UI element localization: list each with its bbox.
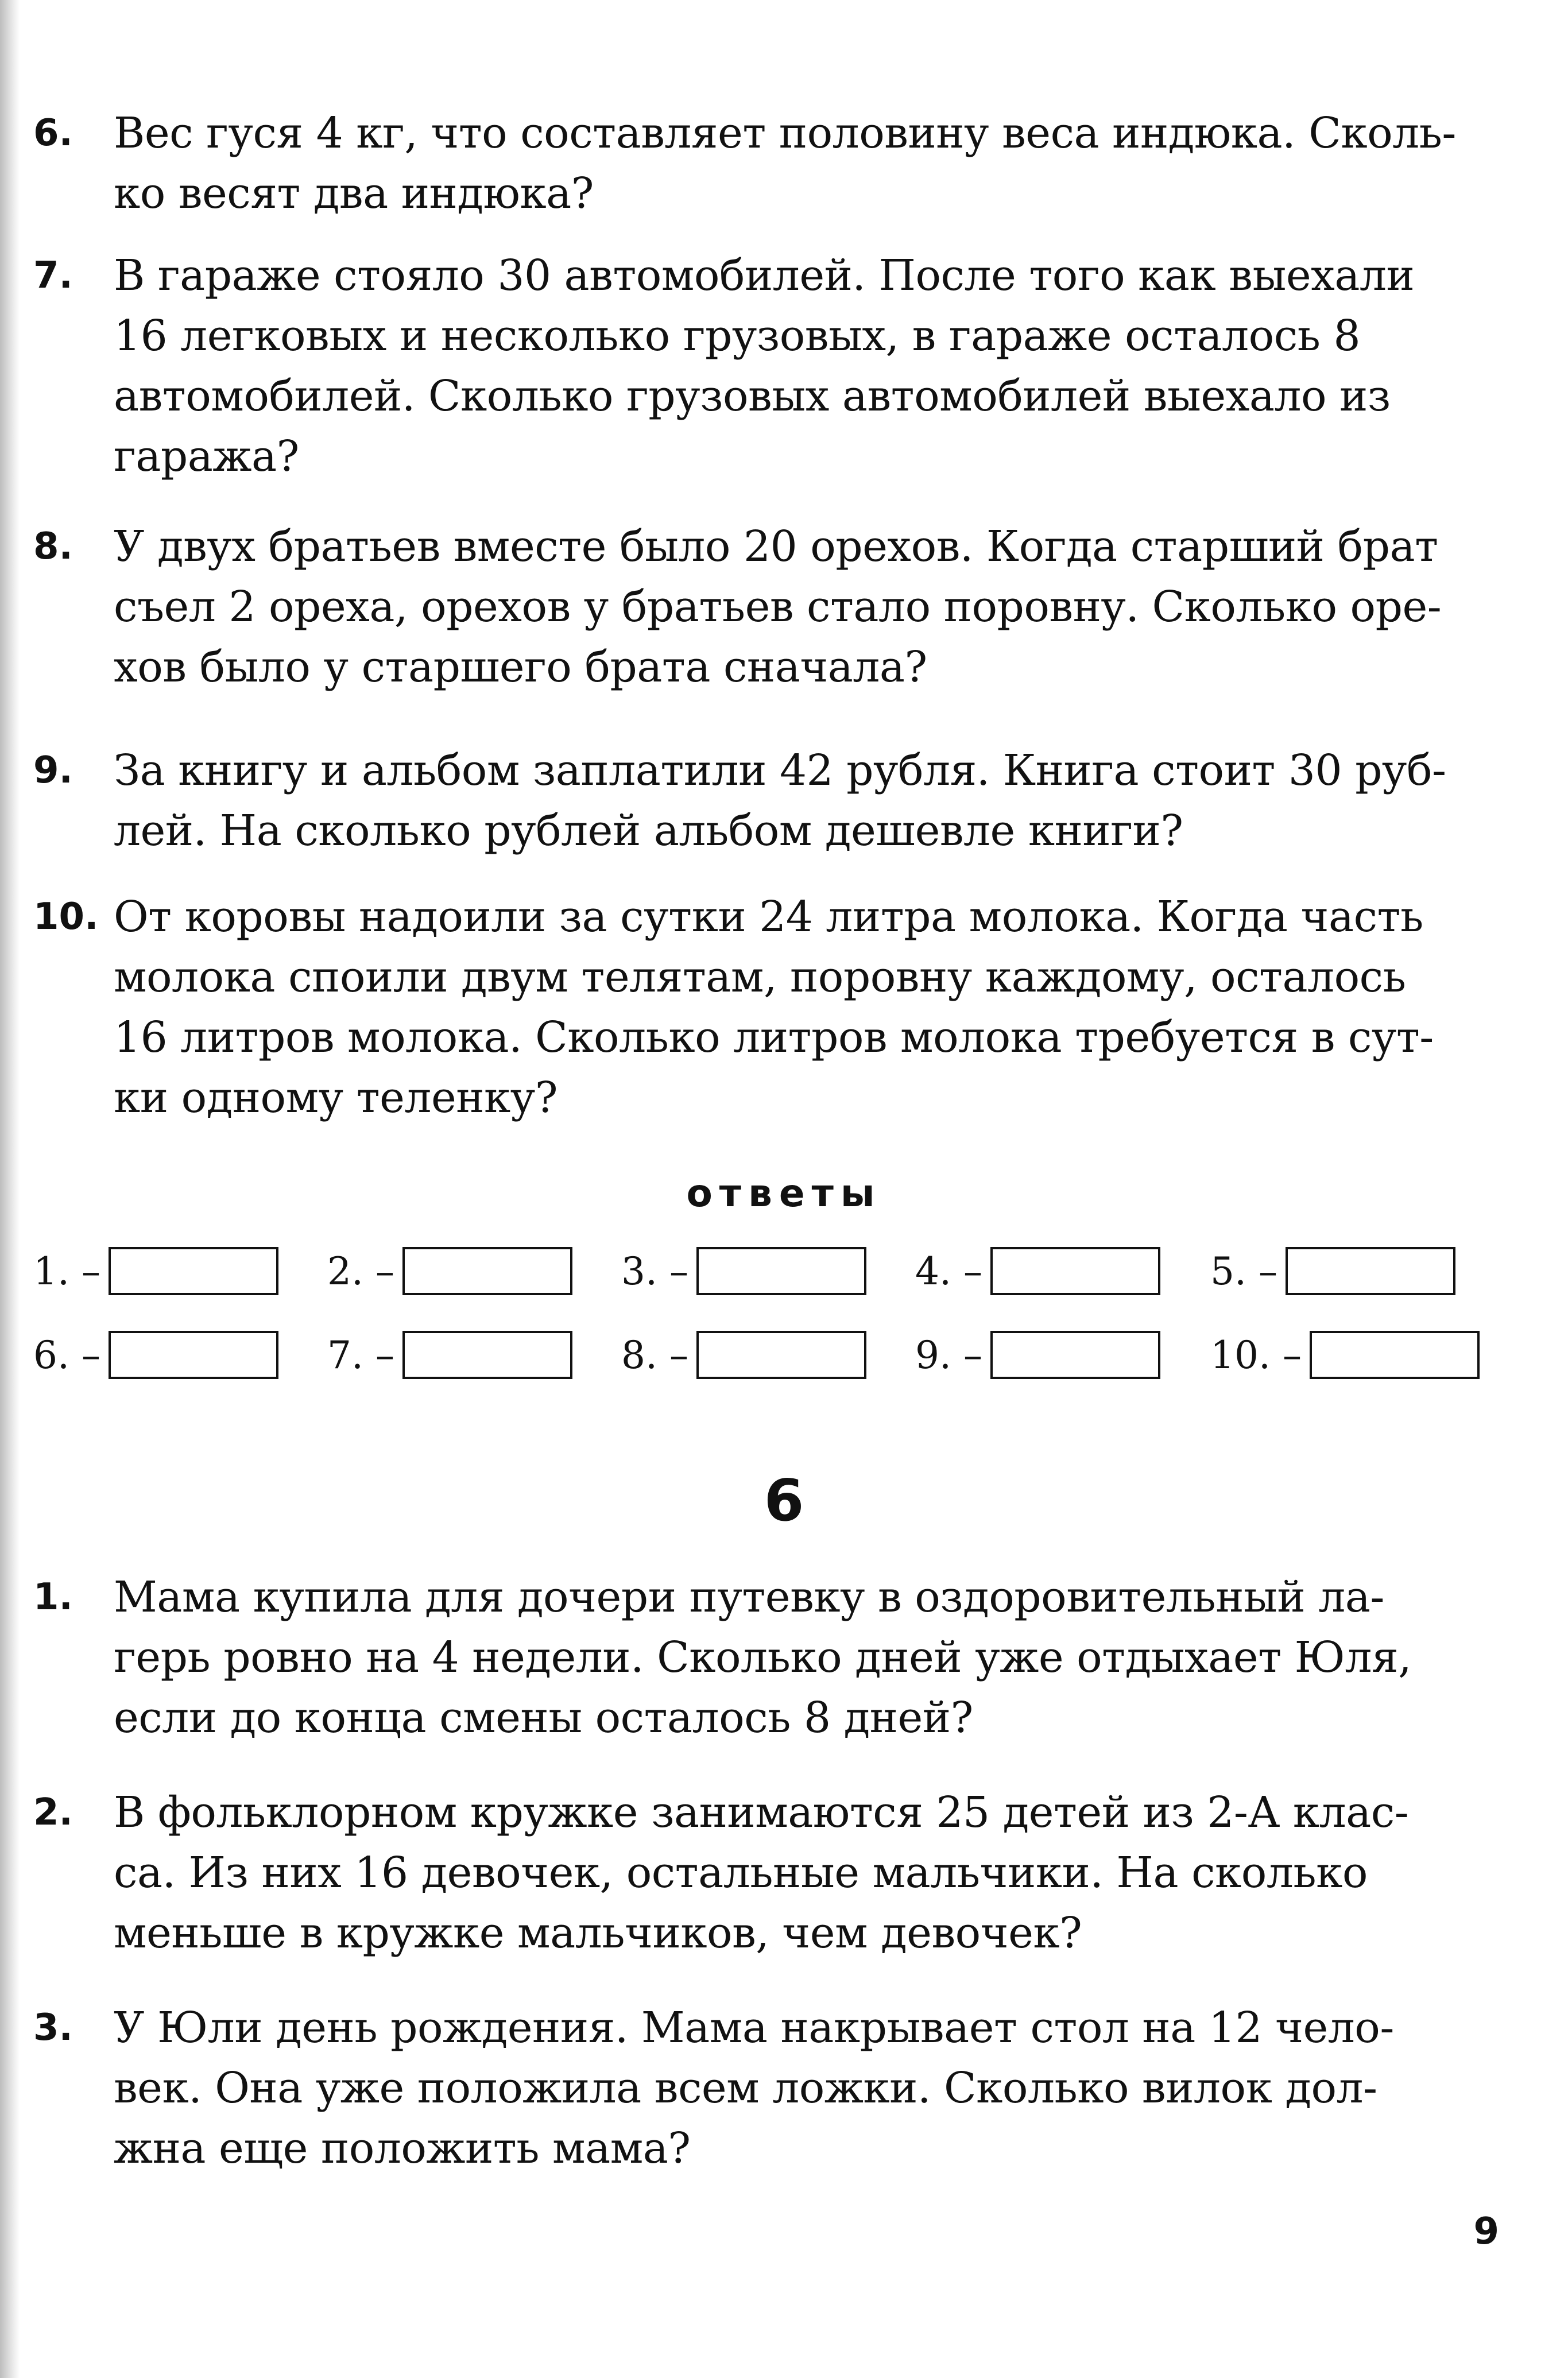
task-number: 10. bbox=[33, 896, 99, 938]
task-text bbox=[114, 741, 1446, 861]
task-line: От коровы надоили за сутки 24 литра молока. Когда часть bbox=[114, 892, 1423, 942]
task-line: За книгу и альбом заплатили 42 рубля. Книга стоит 30 руб- bbox=[114, 746, 1446, 795]
answer-label: 10. – bbox=[1210, 1333, 1302, 1377]
answer-label: 1. – bbox=[33, 1249, 100, 1293]
task-line: герь ровно на 4 недели. Сколько дней уже отдыхает Юля, bbox=[114, 1633, 1412, 1682]
task-line: жна еще положить мама? bbox=[114, 2124, 691, 2173]
answer-cell-10 bbox=[1210, 1329, 1480, 1381]
task-text bbox=[114, 1567, 1411, 1748]
answer-cell-7 bbox=[327, 1329, 572, 1381]
task-number: 9. bbox=[33, 749, 73, 792]
answer-label: 7. – bbox=[327, 1333, 394, 1377]
section6-task-2 bbox=[33, 1783, 1503, 1963]
answer-label: 4. – bbox=[915, 1249, 982, 1293]
task-line: век. Она уже положила всем ложки. Сколько вилок дол- bbox=[114, 2063, 1377, 2113]
answers-title: ответы bbox=[686, 1171, 882, 1215]
task-line: хов было у старшего брата сначала? bbox=[114, 642, 927, 692]
task-number: 6. bbox=[33, 112, 73, 154]
answer-label: 5. – bbox=[1210, 1249, 1277, 1293]
task-line: гаража? bbox=[114, 432, 299, 481]
task-line: 16 литров молока. Сколько литров молока требуется в сут- bbox=[114, 1013, 1434, 1062]
answer-cell-9 bbox=[915, 1329, 1160, 1381]
task-7 bbox=[33, 246, 1503, 487]
answer-box-6[interactable] bbox=[109, 1331, 278, 1379]
answer-box-9[interactable] bbox=[990, 1331, 1160, 1379]
task-line: автомобилей. Сколько грузовых автомобилей выехало из bbox=[114, 371, 1391, 421]
task-text bbox=[114, 517, 1441, 698]
task-line: ко весят два индюка? bbox=[114, 169, 594, 218]
answer-cell-5 bbox=[1210, 1245, 1455, 1298]
answer-cell-1 bbox=[33, 1245, 278, 1298]
task-number: 1. bbox=[33, 1576, 73, 1618]
task-line: меньше в кружке мальчиков, чем девочек? bbox=[114, 1908, 1082, 1958]
task-line: У двух братьев вместе было 20 орехов. Когда старший брат bbox=[114, 522, 1438, 571]
section6-task-3 bbox=[33, 1998, 1503, 2179]
answer-label: 8. – bbox=[621, 1333, 688, 1377]
answer-cell-8 bbox=[621, 1329, 866, 1381]
answer-box-4[interactable] bbox=[990, 1247, 1160, 1295]
task-text bbox=[114, 103, 1456, 224]
task-10 bbox=[33, 887, 1503, 1128]
answer-cell-6 bbox=[33, 1329, 278, 1381]
answer-label: 3. – bbox=[621, 1249, 688, 1293]
answers-row-2 bbox=[33, 1329, 1503, 1381]
answer-cell-4 bbox=[915, 1245, 1160, 1298]
task-line: Вес гуся 4 кг, что составляет половину веса индюка. Сколь- bbox=[114, 109, 1456, 158]
answer-cell-3 bbox=[621, 1245, 866, 1298]
answers-row-1 bbox=[33, 1245, 1503, 1298]
answer-box-7[interactable] bbox=[402, 1331, 572, 1379]
task-number: 7. bbox=[33, 254, 73, 297]
answer-cell-2 bbox=[327, 1245, 572, 1298]
answer-label: 9. – bbox=[915, 1333, 982, 1377]
page-number: 9 bbox=[1473, 2210, 1499, 2253]
answer-label: 6. – bbox=[33, 1333, 100, 1377]
answer-box-2[interactable] bbox=[402, 1247, 572, 1295]
task-number: 3. bbox=[33, 2007, 73, 2049]
task-line: У Юли день рождения. Мама накрывает стол на 12 чело- bbox=[114, 2003, 1394, 2052]
answer-box-5[interactable] bbox=[1286, 1247, 1455, 1295]
task-text bbox=[114, 887, 1434, 1128]
task-line: если до конца смены осталось 8 дней? bbox=[114, 1693, 973, 1742]
answer-box-1[interactable] bbox=[109, 1247, 278, 1295]
task-line: 16 легковых и несколько грузовых, в гараже осталось 8 bbox=[114, 311, 1361, 361]
task-line: са. Из них 16 девочек, остальные мальчики. На сколько bbox=[114, 1848, 1368, 1897]
task-number: 2. bbox=[33, 1791, 73, 1834]
section-number: 6 bbox=[764, 1467, 804, 1534]
answer-label: 2. – bbox=[327, 1249, 394, 1293]
answer-box-10[interactable] bbox=[1310, 1331, 1480, 1379]
task-9 bbox=[33, 741, 1503, 861]
task-line: Мама купила для дочери путевку в оздоровительный ла- bbox=[114, 1573, 1384, 1622]
task-6 bbox=[33, 103, 1503, 224]
answer-box-8[interactable] bbox=[696, 1331, 866, 1379]
task-number: 8. bbox=[33, 525, 73, 568]
task-8 bbox=[33, 517, 1503, 698]
task-text bbox=[114, 246, 1414, 487]
task-text bbox=[114, 1998, 1394, 2179]
task-text bbox=[114, 1783, 1408, 1963]
task-line: лей. На сколько рублей альбом дешевле книги? bbox=[114, 806, 1183, 855]
task-line: В фольклорном кружке занимаются 25 детей из 2-А клас- bbox=[114, 1788, 1409, 1837]
task-line: съел 2 ореха, орехов у братьев стало поровну. Сколько оре- bbox=[114, 582, 1442, 632]
task-line: молока споили двум телятам, поровну каждому, осталось bbox=[114, 952, 1406, 1002]
answer-box-3[interactable] bbox=[696, 1247, 866, 1295]
section6-task-1 bbox=[33, 1567, 1503, 1748]
task-line: В гараже стояло 30 автомобилей. После того как выехали bbox=[114, 251, 1415, 300]
task-line: ки одному теленку? bbox=[114, 1073, 558, 1122]
